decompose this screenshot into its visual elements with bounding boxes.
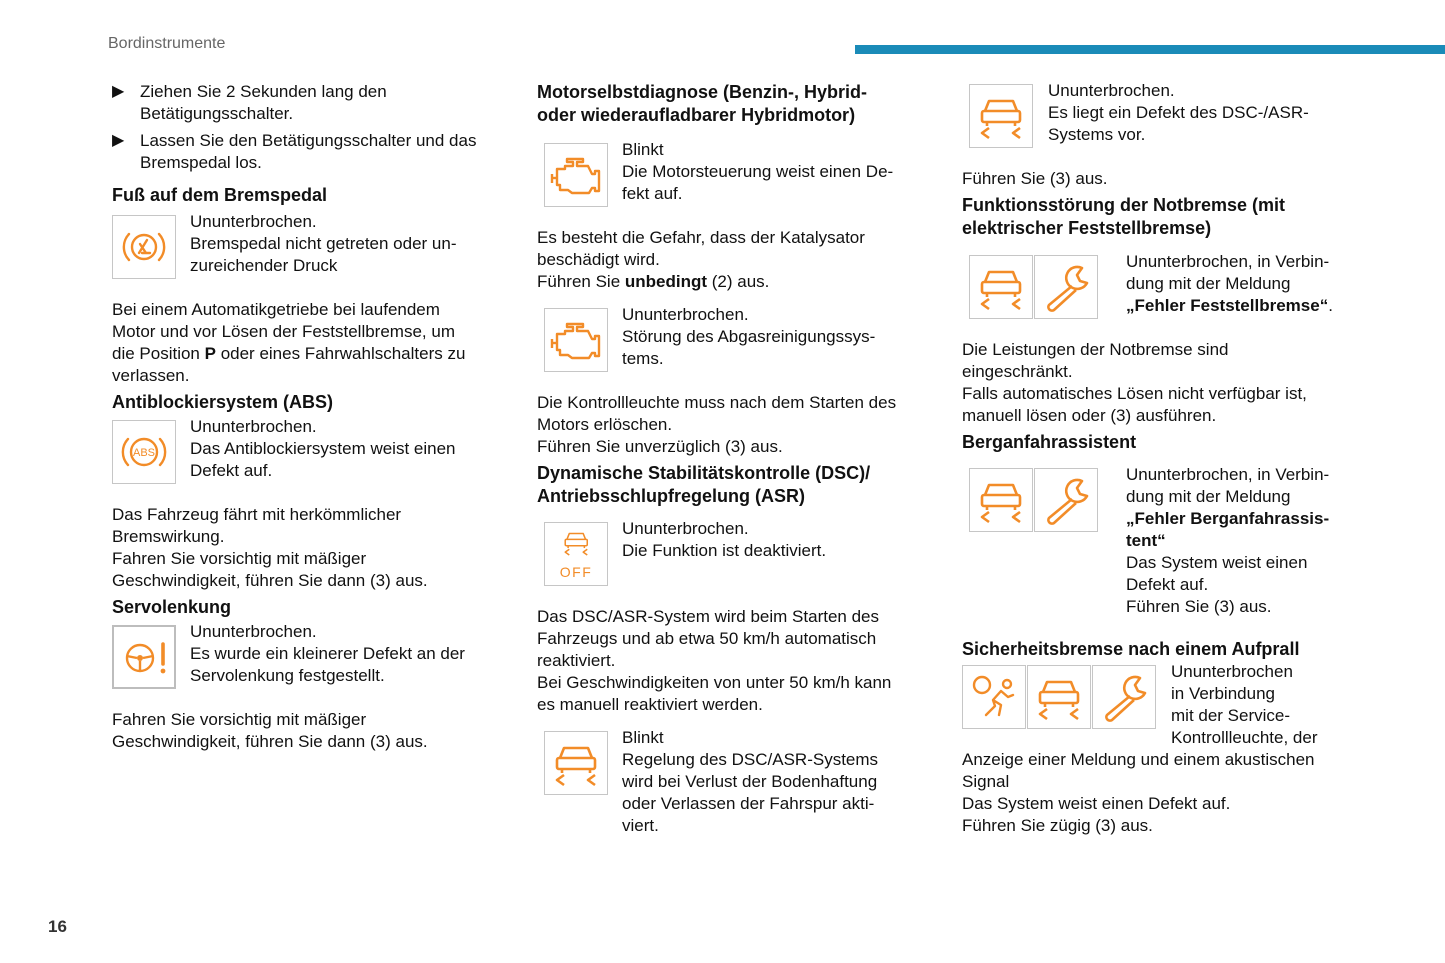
warning-text: Führen Sie (3) aus. xyxy=(1126,597,1272,616)
dsc-paragraph xyxy=(537,606,937,716)
abs-warning-icon xyxy=(112,420,176,484)
wrench-icon xyxy=(1034,255,1098,319)
warning-text: Regelung des DSC/ASR-Systems xyxy=(622,750,879,769)
svg-text:ABS: ABS xyxy=(132,447,156,459)
paragraph-line: Bei Geschwindigkeiten von unter 50 km/h kann xyxy=(537,673,892,692)
warning-text: in Verbindung xyxy=(1171,684,1275,703)
warning-text: viert. xyxy=(622,816,659,835)
arrow-bullet-icon: ▶ xyxy=(112,132,125,149)
warning-text: oder Verlassen der Fahrspur akti- xyxy=(622,794,875,813)
servo-heading: Servolenkung xyxy=(112,597,232,617)
heading-line: Funktionsstörung der Notbremse (mit xyxy=(962,195,1286,215)
warning-text: fekt auf. xyxy=(622,184,683,203)
wrench-icon xyxy=(1092,665,1156,729)
engine-paragraph-2 xyxy=(537,392,937,458)
warning-text: Ununterbrochen. xyxy=(190,417,317,436)
paragraph-line: Signal xyxy=(962,772,1010,791)
warning-text: tems. xyxy=(622,349,664,368)
warning-text: Blinkt xyxy=(622,728,664,747)
brake-warning-block xyxy=(112,212,512,279)
engine-warning-flashing xyxy=(537,140,937,207)
dsc-fault-icon xyxy=(969,84,1033,148)
dsc-heading xyxy=(537,462,937,508)
warning-text: Blinkt xyxy=(622,140,664,159)
abs-heading: Antiblockiersystem (ABS) xyxy=(112,392,334,412)
bullet-item xyxy=(112,130,512,174)
warning-text: Ununterbrochen xyxy=(1171,662,1293,681)
paragraph-line: die Position P oder eines Fahrwahlschalters zu xyxy=(112,344,466,363)
warning-text: Ununterbrochen. xyxy=(1048,81,1175,100)
brake-pedal-heading: Fuß auf dem Bremspedal xyxy=(112,185,328,205)
engine-warning-icon xyxy=(544,308,608,372)
warning-text: Defekt auf. xyxy=(1126,575,1209,594)
paragraph-line: Geschwindigkeit, führen Sie dann (3) aus. xyxy=(112,732,428,751)
engine-warning-steady xyxy=(537,305,937,372)
paragraph-line: Das DSC/ASR-System wird beim Starten des xyxy=(537,607,879,626)
paragraph-line: verlassen. xyxy=(112,366,190,385)
bullet-text: Lassen Sie den Betätigungsschalter und das Bremspedal los. xyxy=(140,131,477,172)
column-right xyxy=(962,81,1362,837)
heading-line: Motorselbstdiagnose (Benzin-, Hybrid- xyxy=(537,82,868,102)
dsc-off-block xyxy=(537,519,937,586)
dsc-icon xyxy=(969,468,1033,532)
warning-text: zureichender Druck xyxy=(190,256,338,275)
emergency-brake-heading xyxy=(962,194,1362,240)
paragraph-line: Führen Sie unverzüglich (3) aus. xyxy=(537,437,783,456)
dsc-icon xyxy=(969,255,1033,319)
dsc-active-block xyxy=(537,728,937,837)
warning-text: Ununterbrochen. xyxy=(190,212,317,231)
warning-text: Störung des Abgasreinigungssys- xyxy=(622,327,876,346)
abs-paragraph xyxy=(112,504,512,592)
servo-warning-block xyxy=(112,622,512,689)
page-number: 16 xyxy=(48,917,67,936)
paragraph-line: Es besteht die Gefahr, dass der Katalysator xyxy=(537,228,865,247)
wrench-icon xyxy=(1034,468,1098,532)
warning-message: tent“ xyxy=(1126,531,1166,550)
bullet-text: Ziehen Sie 2 Sekunden lang den Betätigungsschalter. xyxy=(140,82,387,123)
warning-text: mit der Service- xyxy=(1171,706,1291,725)
warning-text: Systems vor. xyxy=(1048,125,1146,144)
column-left xyxy=(112,81,512,753)
paragraph-line: Bei einem Automatikgetriebe bei laufendem xyxy=(112,300,440,319)
heading-line: oder wiederaufladbarer Hybridmotor) xyxy=(537,105,856,125)
paragraph-line: Motors erlöschen. xyxy=(537,415,673,434)
warning-text: Das Antiblockiersystem weist einen xyxy=(190,439,456,458)
steering-warning-icon xyxy=(112,625,176,689)
paragraph-line: Die Leistungen der Notbremse sind xyxy=(962,340,1229,359)
warning-text: Kontrollleuchte, der xyxy=(1171,728,1318,747)
svg-text:OFF: OFF xyxy=(559,564,593,580)
paragraph-line: Fahrzeugs und ab etwa 50 km/h automatisch xyxy=(537,629,877,648)
warning-text: Ununterbrochen. xyxy=(622,305,749,324)
paragraph-line: Geschwindigkeit, führen Sie dann (3) aus. xyxy=(112,571,428,590)
warning-message: „Fehler Berganfahrassis- xyxy=(1126,509,1330,528)
warning-text: Es liegt ein Defekt des DSC-/ASR- xyxy=(1048,103,1309,122)
column-middle xyxy=(537,81,937,837)
paragraph-line: Motor und vor Lösen der Feststellbremse, um xyxy=(112,322,455,341)
heading-line: Antriebsschlupfregelung (ASR) xyxy=(537,486,806,506)
paragraph-line: Führen Sie zügig (3) aus. xyxy=(962,816,1153,835)
abs-warning-block xyxy=(112,417,512,484)
warning-text: Das System weist einen xyxy=(1126,553,1308,572)
warning-text: Ununterbrochen, in Verbin- xyxy=(1126,465,1330,484)
engine-warning-icon xyxy=(544,143,608,207)
dsc-icon xyxy=(1027,665,1091,729)
bullet-item xyxy=(112,81,512,125)
warning-text: dung mit der Meldung xyxy=(1126,274,1291,293)
hill-start-heading: Berganfahrassistent xyxy=(962,432,1137,452)
paragraph-line: Fahren Sie vorsichtig mit mäßiger xyxy=(112,710,367,729)
section-title: Bordinstrumente xyxy=(108,35,226,52)
safety-brake-block xyxy=(962,662,1362,749)
paragraph-line: Fahren Sie vorsichtig mit mäßiger xyxy=(112,549,367,568)
heading-line: Dynamische Stabilitätskontrolle (DSC)/ xyxy=(537,463,871,483)
hill-start-block xyxy=(962,465,1362,618)
warning-message: „Fehler Feststellbremse“. xyxy=(1126,296,1333,315)
safety-brake-paragraph xyxy=(962,749,1362,837)
paragraph-line: eingeschränkt. xyxy=(962,362,1073,381)
paragraph-line: manuell lösen oder (3) ausführen. xyxy=(962,406,1217,425)
brake-paragraph xyxy=(112,299,512,387)
paragraph-line: Bremswirkung. xyxy=(112,527,225,546)
warning-text: Ununterbrochen, in Verbin- xyxy=(1126,252,1330,271)
paragraph-line: es manuell reaktiviert werden. xyxy=(537,695,763,714)
airbag-icon xyxy=(962,665,1026,729)
warning-text: Ununterbrochen. xyxy=(190,622,317,641)
warning-text: Die Funktion ist deaktiviert. xyxy=(622,541,827,560)
paragraph-line: beschädigt wird. xyxy=(537,250,660,269)
emergency-brake-paragraph xyxy=(962,339,1362,427)
warning-text: Servolenkung festgestellt. xyxy=(190,666,385,685)
paragraph-line: reaktiviert. xyxy=(537,651,616,670)
paragraph-line: Anzeige einer Meldung und einem akustischen xyxy=(962,750,1315,769)
warning-text: wird bei Verlust der Bodenhaftung xyxy=(622,772,878,791)
paragraph-line: Führen Sie unbedingt (2) aus. xyxy=(537,272,770,291)
warning-text: dung mit der Meldung xyxy=(1126,487,1291,506)
dsc-fault-block xyxy=(962,81,1362,148)
paragraph-line: Das Fahrzeug fährt mit herkömmlicher xyxy=(112,505,402,524)
dsc-fault-paragraph: Führen Sie (3) aus. xyxy=(962,169,1108,188)
warning-text: Es wurde ein kleinerer Defekt an der xyxy=(190,644,465,663)
emergency-brake-block xyxy=(962,252,1362,319)
warning-text: Defekt auf. xyxy=(190,461,273,480)
brake-pedal-warning-icon xyxy=(112,215,176,279)
servo-paragraph xyxy=(112,709,512,753)
paragraph-line: Das System weist einen Defekt auf. xyxy=(962,794,1231,813)
dsc-off-icon xyxy=(544,522,608,586)
warning-text: Bremspedal nicht getreten oder un- xyxy=(190,234,457,253)
dsc-active-icon xyxy=(544,731,608,795)
paragraph-line: Die Kontrollleuchte muss nach dem Starten des xyxy=(537,393,897,412)
engine-heading xyxy=(537,81,937,127)
warning-text: Die Motorsteuerung weist einen De- xyxy=(622,162,894,181)
warning-text: Ununterbrochen. xyxy=(622,519,749,538)
arrow-bullet-icon: ▶ xyxy=(112,83,125,100)
engine-paragraph-1 xyxy=(537,227,937,293)
heading-line: elektrischer Feststellbremse) xyxy=(962,218,1212,238)
header-accent-bar xyxy=(855,45,1445,54)
safety-brake-heading: Sicherheitsbremse nach einem Aufprall xyxy=(962,639,1300,659)
paragraph-line: Falls automatisches Lösen nicht verfügbar ist, xyxy=(962,384,1307,403)
